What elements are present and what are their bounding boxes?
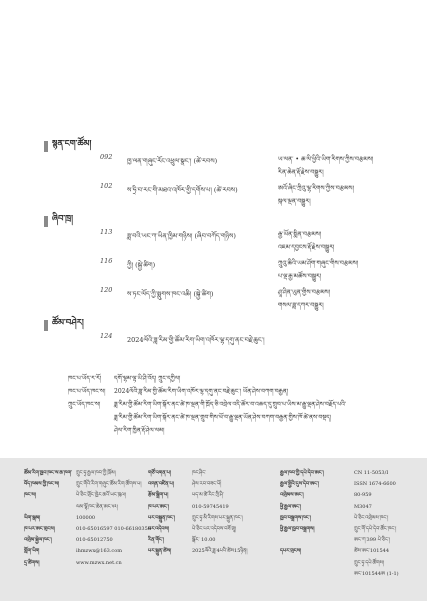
footer-info-value: M3047 [354, 503, 372, 510]
credit-value: ཤེལ་རིག་ཁྱིན་རྡོ་ཤེལ་ལམ། [114, 427, 165, 434]
footer-info-label: ཁང་ས། [24, 492, 36, 499]
footer-info-line [24, 502, 151, 513]
footer-info-value: 2025ལོའི་ཟླ་4པའི་ཚེས15ཉིན། [192, 548, 248, 555]
footer-info-value: www.mzwx.net.cn [76, 559, 122, 566]
section-title: སྙན་ངག་ཚོམ། [52, 139, 92, 149]
footer-info-value: ཤེས་རབ་བཟང་པོ། [192, 481, 222, 488]
footer-info-label: དཔར་གྲངས། [280, 548, 302, 555]
footer-info-value: ཀྲུང་གོའི་རིག་གཞུང་ཚོམ་རིག་ཚོགས་པ། [76, 481, 142, 488]
footer-info-label: པར་འདེབས། [148, 526, 169, 533]
footer-info-value: པེ་ཅིང་པར་འདེབས་བཟོ་གྲྭ། [192, 526, 237, 533]
footer-info-label: འགྲེམས་ཨང་། [280, 492, 304, 499]
page-number: 092 [100, 153, 113, 161]
contents-entry[interactable] [100, 182, 400, 208]
footer-info-label: རིན་གོང་། [148, 537, 165, 544]
section-header [44, 210, 73, 233]
footer-info-value: པད་མ་ཚེ་རིང་ཀྲི་ཤི་ [192, 492, 224, 499]
section-marker-bar [44, 141, 48, 152]
editor-credit-line [68, 424, 165, 441]
author-line: རྒྱ་ཡོན་སྨིན་བརྩམས། [278, 231, 322, 238]
footer-info-line [280, 490, 399, 501]
credit-label: ཁང་པ་ཡོད་ཁང་ས། [68, 388, 106, 395]
footer-info-value: ཚེས་ཨང་101544 [354, 548, 390, 555]
footer-info-label: ཁ་པར་ཨང་། [148, 503, 169, 510]
contents-entry[interactable] [100, 228, 400, 254]
footer-info-label: ཡིག་སྒམ། [24, 514, 41, 521]
footer-info-label: ཁ་པར་ཨང་གྲངས། [24, 526, 55, 533]
author-line: ཡ་ལན་ • ཆ་ལི་ཕྱིའི་ཡིག་རིགས་ཀྱིས་བརྩམས། [278, 156, 374, 163]
footer-info-line [148, 468, 248, 479]
footer-info-line [280, 558, 399, 569]
footer-info-value: ཀྲུང་གོ་དཔེ་དེབ་ཚོང་ཁང་། [354, 526, 397, 533]
entry-authors [278, 182, 354, 208]
author-line: ཀྲུའུ་ཆིའི་ཡམ་ཤོག་གཞུང་གིས་བརྩམས། [278, 260, 359, 267]
section-marker-bar [44, 216, 48, 227]
author-line: རིན་ཆེན་རྡོ་རྗེས་བསྒྱུར། [278, 169, 324, 176]
footer-info-value: ཀྲུང་ཧྭ་རྒྱལ་ཁབ་ཀྱི་ཁྲོམ། [76, 470, 116, 476]
footer-info-label: དྲ་ཚིགས། [24, 559, 40, 566]
footer-info-value: ihmzwx@163.com [76, 548, 122, 555]
footer-info-label: ཕྱི་རྒྱལ་ཨང་། [280, 503, 302, 510]
footer-info-line [148, 546, 248, 557]
contents-entry[interactable] [100, 332, 400, 358]
page-number: 113 [100, 228, 113, 236]
footer-info-value: 010-59745419 [192, 503, 229, 510]
entry-title: ས་ཏང་ལོད་ཀྱི་སྨུགས་ཁང་འཆི། (སྐྱེ་ཚིག) [127, 290, 214, 298]
footer-info-line [24, 558, 151, 569]
footer-info-line [280, 479, 399, 490]
entry-title: ཁྱ་ལན་གཞུང་རོང་འཕྲུལ་སྣང་། (ཚེ་རབས) [127, 157, 218, 165]
footer-info-value: ཀྲུང་ཧྭ་མི་རིགས་པར་སྐྲུན་ཁང་། [192, 514, 243, 521]
footer-info-label: རྒྱལ་སྤྱིའི་དུས་དེབ་ཨང་། [280, 481, 320, 488]
footer-info-line [280, 513, 399, 524]
section-header [44, 314, 84, 337]
section-header [44, 135, 91, 158]
footer-info-label: རྩོམ་སྒྲིག་པ། [148, 492, 169, 499]
footer-info-line [280, 524, 399, 535]
footer-info-value: པེ་ཅིང་འགྲེམས་ཁང་། [354, 514, 389, 521]
footer-info-value: ཨང་101544ཨ (1-1) [354, 570, 399, 577]
footer-info-line [24, 490, 151, 501]
footer-info-line [280, 502, 399, 513]
footer-info-label: འགྲེམ་སྐྱེལ་ཁང་། [24, 537, 52, 544]
footer-info-label: ཕྱི་རྒྱལ་ཁྱབ་བསྒྲགས། [280, 526, 315, 533]
footer-info-label: བོད་ཁམས་ཀྱི་ཁང་ས། [24, 481, 60, 488]
footer-info-value: ཀྲུང་ཧྭ་དཔེ་ཚོགས། [354, 559, 385, 566]
entry-authors [278, 286, 330, 312]
credit-value: དགོ་ལྷམ་ལྷ་ཡི་ཤི་འོད། ཀྲུང་དཀྱིལ། [114, 375, 181, 382]
footer-info-line [24, 479, 151, 490]
publication-info-footer [0, 458, 427, 601]
author-line: ཤྲཱ་ཤིན་ཡུན་གྱིས་བརྩམས། [278, 289, 331, 296]
footer-info-line [148, 490, 248, 501]
footer-info-line [148, 479, 248, 490]
footer-info-label: རྒྱལ་ཁབ་ཀྱི་དཔེ་དེབ་ཨང་། [280, 470, 324, 476]
entry-title: ཟླ་བའི་ཡང་ཀ་ཡིན་ཁྱིམ་གཉིས། (ཞིབ་བཀོད་གཉིས) [127, 232, 236, 240]
footer-info-label: གློག་ཡིག [24, 548, 40, 555]
page-number: 102 [100, 182, 113, 190]
entry-authors [278, 153, 373, 179]
page-number: 124 [100, 332, 113, 340]
footer-info-line [280, 468, 399, 479]
footer-info-line [280, 535, 399, 546]
credit-label: ཁང་པ་ཡོད་ར་རོ། [68, 375, 102, 382]
author-line: སྐལ་ལྡན་བསྒྱུར། [278, 198, 311, 205]
footer-info-line [280, 546, 399, 557]
credit-value: 2024ལོའི་ཟླ་རིམ་གྱི་ཚོམ་རིག་ཡིག་འཁོར་ལྷ་དགུ་ནང་བརྗེ་ཆུང་། ཡོན་ཤེས་བཀག་བརྒྱན། [114, 388, 289, 395]
footer-info-label: ཁྱབ་བསྒྲགས་ཁང་། [280, 514, 311, 521]
footer-info-value: CN 11-5053/I [354, 470, 389, 476]
footer-info-line [24, 513, 151, 524]
footer-info-line [148, 502, 248, 513]
entry-authors [278, 257, 358, 283]
page-number: 120 [100, 286, 113, 294]
footer-info-value: ཁང་ཤིང་ [192, 470, 207, 476]
footer-info-label: ཚོམ་རིག་ཁྱབ་ཁང་ས་ཆ་ཁག་ [24, 470, 73, 476]
footer-info-value: པེ་ཅིང་གྲོང་ཁྱེར་ཆའོ་ཡང་ཁུལ། [76, 492, 126, 499]
entry-title: 2024ལོའི་ཟླ་རིམ་གྱི་ཚོམ་རིག་ཡིག་འཁོར་ལྷ་དགུ་ནང་བརྗེ་ཆུང་། [127, 336, 265, 344]
footer-column-editorial [148, 468, 248, 558]
contents-entry[interactable] [100, 153, 400, 179]
footer-info-value: 80-959 [354, 492, 372, 499]
footer-column-publisher [24, 468, 151, 569]
entry-title: ཀྱི། (སྐྱེ་ཚིག) [127, 261, 156, 269]
contents-entry[interactable] [100, 286, 400, 312]
footer-info-line [24, 535, 151, 546]
footer-info-value: ISSN 1674-6600 [354, 481, 396, 488]
section-title: ཞིབ་ཁྲ། [52, 214, 74, 224]
footer-info-value: སྒོར་ 10.00 [192, 537, 216, 544]
section-title: ཚོམ་བཤེར། [52, 318, 84, 328]
footer-info-line [148, 524, 248, 535]
footer-info-value: ལམ་ལྷོ་ཁང་ཆེན་ཨང་༥༢། [76, 503, 118, 510]
footer-info-line [24, 524, 151, 535]
footer-info-label: འགན་འཛིན་པ། [148, 481, 174, 488]
footer-column-registration [280, 468, 399, 580]
contents-entry[interactable] [100, 257, 400, 283]
author-line: པ་ལྡ་རྒྱ་མཚོས་བསྒྱུར། [278, 273, 322, 280]
entry-title: ས་ཧྲི་བ་རང་གི་མཐའ་འཁོར་གྱི་དགོས་པ། (ཚེ་རབས) [127, 186, 238, 194]
footer-info-line [280, 569, 399, 580]
footer-info-label: པར་བསྐྲུན་ཁང་། [148, 514, 175, 521]
credit-value: ཟླ་རིམ་གྱི་ཚོམ་རིག་ཡིག་སྐོར་ནང་ཚེ་ཁ་ལྡན་གི་ཁྲོད་ཅི་འབྲེལ་འདི་ཚོར་བ་འཆད་དུ་གྲུབ་པ་ཡིས་མ་རྒྱུ་ལྡན་ཤེས་བརྗོད་པའི་ [114, 401, 347, 408]
footer-info-label: གཙོ་འགན་པ། [148, 470, 171, 476]
author-line: འཇམ་དབྱངས་རྡོ་རྗེས་བསྒྱུར། [278, 244, 335, 251]
credit-value: ཟླ་རིམ་གྱི་ཚོམ་རིག་ཡིག་སྐོར་ནང་ཚེ་ཁ་ལྡན་གྲུབ་གིས་ཕོ་བ་རྒྱུ་ལྡན་ཡོན་ཤེས་བཀག་བརྒྱན་གྱིས་ཁོ་ཚེ་ནས་བསྡད། [114, 414, 331, 421]
footer-info-value: 010-65016597 010-66180356 [76, 526, 151, 533]
footer-info-value: 010-65012750 [76, 537, 113, 544]
footer-info-value: ཨང་ཀ་399 པེ་ཅིང་། [354, 537, 391, 544]
page-number: 116 [100, 257, 113, 265]
footer-info-value: 100000 [76, 514, 96, 521]
footer-info-line [148, 513, 248, 524]
author-line: ཨའོ་ཞིང་ཀྲིའུ་ལྷ་རིགས་ཀྱིས་བརྩམས། [278, 185, 354, 192]
footer-info-line [24, 468, 151, 479]
footer-info-line [24, 546, 151, 557]
credit-label: ཀྲུང་ཡོད་ཁང་ས། [68, 401, 101, 408]
section-marker-bar [44, 320, 48, 331]
author-line: གསལ་ཟླ་དཀར་བསྒྱུར། [278, 302, 324, 309]
entry-authors [278, 228, 334, 254]
footer-info-line [148, 535, 248, 546]
footer-info-label: པར་སྐྲུན་ཚེས། [148, 548, 172, 555]
